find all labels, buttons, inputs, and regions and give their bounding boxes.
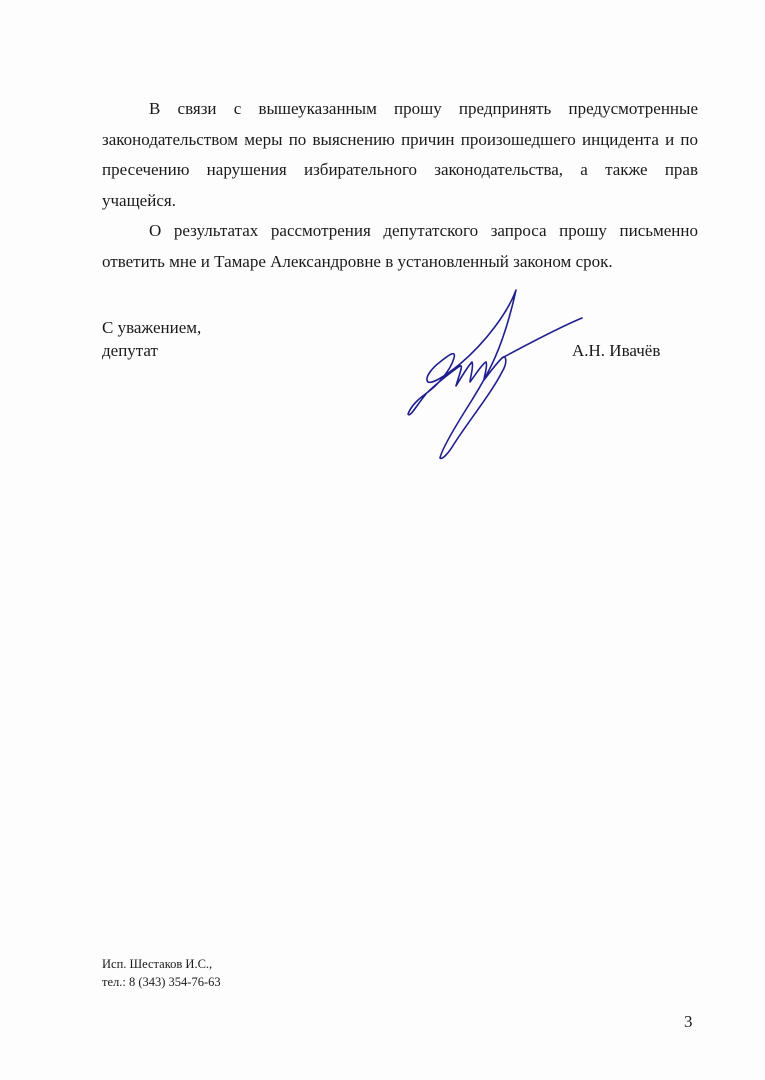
letter-body (102, 94, 698, 277)
signature-stroke-tail (502, 318, 582, 358)
paragraph-response: О результатах рассмотрения депутатского запроса прошу письменно ответить мне и Тамаре Александровне в установленный законом срок. (102, 221, 698, 271)
signature-stroke-main (427, 290, 516, 458)
paragraph-request: В связи с вышеуказанным прошу предпринять предусмотренные законодательством меры по выяснению причин произошедшего инцидента и по пресечению нарушения избирательного законодательства, а также прав учащейся. (102, 99, 698, 210)
executor-info (102, 956, 221, 991)
handwritten-signature (398, 282, 598, 467)
signer-name: А.Н. Ивачёв (572, 341, 661, 360)
executor-name: Исп. Шестаков И.С., (102, 957, 213, 971)
closing-block (102, 316, 201, 362)
executor-phone: тел.: 8 (343) 354-76-63 (102, 974, 221, 989)
page-number: 3 (684, 1012, 693, 1031)
signer-position: депутат (102, 341, 158, 360)
closing-phrase: С уважением, (102, 318, 202, 337)
signature-stroke-loop (408, 392, 428, 415)
